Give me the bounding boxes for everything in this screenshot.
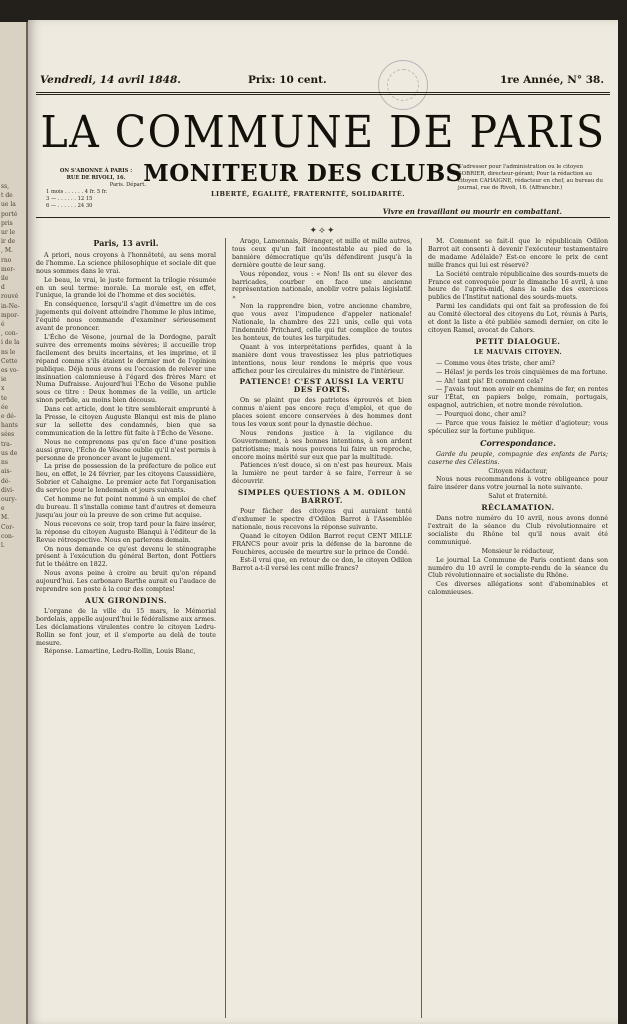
- paragraph: Pour fâcher des citoyens qui auraient tenté d'exhumer le spectre d'Odilon Barrot à l'Assemblée nationale, nous recevons la réponse suivante.: [232, 508, 412, 531]
- paragraph: Ces diverses allégations sont d'abominables et calomnieuses.: [428, 581, 608, 597]
- column-2: [232, 238, 412, 574]
- paragraph: A priori, nous croyons à l'honnêteté, au sens moral de l'homme. La science philosophique et sociale dit que nous sommes dans le vrai.: [36, 251, 216, 275]
- ornament-divider-icon: ✦⟡✦: [309, 226, 337, 236]
- section-subheading: LE MAUVAIS CITOYEN.: [473, 348, 563, 356]
- paragraph: Dans notre numéro du 10 avril, nous avons donné l'extrait de la séance du Club révolutionnaire et socialiste du Rhône tel qu'il nous avait été communiqué.: [428, 515, 608, 546]
- paragraph: Arago, Lamennais, Béranger, et mille et mille autres, tous ceux qu'un fait incontestable au pied de la bannière démocratique qu'ils défendirent jusqu'à la dernière goutte de leur sang.: [232, 238, 412, 269]
- paragraph: L'organe de la ville du 15 mars, le Mémorial bordelais, appelle aujourd'hui le fédéralisme aux armes. Les déclamations virulentes contre le citoyen Ledru-Rollin se font jour, et il s'emporte au delà de toute mesure.: [36, 607, 216, 647]
- newspaper-subtitle: MONITEUR DES CLUBS: [143, 160, 463, 187]
- paragraph: Quand le citoyen Odilon Barrot reçut CENT MILLE FRANCS pour avoir pris la défense de la baronne de Feuchères, accusée de meurtre sur le prince de Condé.: [232, 532, 412, 556]
- column-rule: [421, 238, 422, 1018]
- paragraph: Nous rendons justice à la vigilance du Gouvernement, à ses bonnes intentions, à son ardent patriotisme; mais nous pouvons lui faire un reproche, encore moins mérité sur eux que par la multitude.: [232, 429, 412, 461]
- top-rule: [36, 92, 610, 93]
- paragraph: Nous recevons ce soir, trop tard pour la faire insérer, la réponse du citoyen Auguste Blanqui à l'éditeur de la Revue rétrospective. Nous en parlerons demain.: [36, 520, 216, 544]
- previous-page-fragments: ss, t de ue la porté pris ur le ir de , M. rno mer- ile d rouvé in-Ne- mpor- é , con- i de la ns le Cette es vo- ie x te ée e dé- hants sées tra- us de ns ais- dé- divi- oury- e M. Cor- con- l.: [1, 183, 20, 549]
- section-heading: AUX GIRONDINS.: [85, 595, 167, 605]
- editorial-address: S'adresser pour l'administration ou le citoyen SOBRIER, directeur-gérant; Pour la rédaction au citoyen CAHAIGNE, rédacteur en chef, au bureau du journal, rue de Rivoli, 16. (Affranchir.): [458, 164, 603, 191]
- dialogue-line: — Comme vous êtes triste, cher ami?: [436, 359, 555, 367]
- paragraph: Nous nous recommandons à votre obligeance pour faire insérer dans votre journal la note suivante.: [428, 476, 608, 492]
- paragraph: Cet homme ne fut point nommé à un emploi de chef du bureau. Il s'installa comme tant d'autres et demeura jusqu'au jour où la preuve de son crime fut acquise.: [36, 496, 216, 519]
- paragraph: Quant à vos interprétations perfides, quant à la manière dont vous travestissez les plus patriotiques intentions, nous leur rendons le mépris que vous affichez pour les circulaires du ministre de l'intérieur.: [232, 343, 412, 375]
- subscribe-header: Paris. Départ.: [109, 182, 146, 188]
- library-stamp-icon: [378, 60, 428, 110]
- paragraph: En conséquence, lorsqu'il s'agit d'émettre un de ces jugements qui doivent atteindre l'homme le plus intime, l'équité nous commande d'examiner sérieusement avant de prononcer.: [36, 301, 216, 333]
- top-rule-2: [36, 94, 610, 95]
- article-dateline: Paris, 13 avril.: [93, 238, 159, 248]
- paragraph: On nous demande ce qu'est devenu le sténographe présent à l'exécution du général Berton, dont Pottiers fut le théâtre en 1822.: [36, 545, 216, 569]
- paragraph: Nous avons peine à croire au bruit qu'on répand aujourd'hui. Les carbonaro Barthe aurait eu l'audace de reprendre son poste à la cour des comptes!: [36, 570, 216, 594]
- section-heading: PETIT DIALOGUE.: [475, 336, 561, 346]
- subscription-box: [46, 168, 146, 210]
- paragraph: Vous répondez, vous : « Non! Ils ont su élever des barricades, courber en face une ancienne représentation nationale, anoblir votre palais législatif. »: [232, 270, 412, 302]
- column-3: [428, 238, 608, 598]
- newspaper-slogan: Vivre en travaillant ou mourir en combattant.: [382, 207, 562, 216]
- newspaper-page: [28, 20, 618, 1024]
- paragraph: L'Écho de Vésone, journal de la Dordogne, paraît suivre des errements moins sévères; il accueille trop facilement des bruits incertains, et les imprime, et il répand comme s'ils étaient le dernier mot de l'opinion publique. Déjà nous avons eu l'occasion de relever une insinuation calomnieuse à l'égard des frères Marc et Numa Dufraisse. Aujourd'hui l'Écho de Vésone publie sous ce titre : Deux hommes de la veille, un article sinon perfide, au moins bien décousu.: [36, 333, 216, 405]
- subscribe-rate: 3 — . . . . . . 12 15: [46, 196, 93, 202]
- dialogue-line: — Ah! tant pis! Et comment cela?: [436, 377, 544, 385]
- paragraph: Le journal La Commune de Paris contient dans son numéro du 10 avril le compte-rendu de la séance du Club révolutionnaire et socialiste du Rhône.: [428, 556, 608, 580]
- newspaper-motto: LIBERTÉ, ÉGALITÉ, FRATERNITÉ, SOLIDARITÉ.: [211, 190, 405, 198]
- issue-date: Vendredi, 14 avril 1848.: [40, 74, 181, 86]
- paragraph: Réponse. Lamartine, Ledru-Rollin, Louis Blanc,: [44, 648, 196, 656]
- paragraph: La prise de possession de la préfecture de police eut lieu, en effet, le 24 février, par les citoyens Caussidière, Sobrier et Cahaigne. Le premier acte fut l'organisation du service pour le lendemain et jours suivants.: [36, 463, 216, 495]
- paragraph: Parmi les candidats qui ont fait sa profession de foi au Comité électoral des citoyens du Lot, réunis à Paris, et dont la liste a été publiée samedi dernier, on cite le citoyen Ramel, avocat de Cahors.: [428, 303, 608, 334]
- dateline: [36, 74, 610, 90]
- subscribe-line: ON S'ABONNE À PARIS :: [59, 168, 133, 174]
- subscribe-address: RUE DE RIVOLI, 16.: [66, 175, 126, 181]
- issue-number: 1re Année, N° 38.: [499, 74, 604, 86]
- paragraph: On se plaint que des patriotes éprouvés et bien connus n'aient pas encore reçu d'emploi, et que de places soient encore conservées à des hommes dont tous les vœux sont pour la dynastie déchue.: [232, 397, 412, 428]
- paragraph: Le beau, le vrai, le juste forment la trilogie résumée en un seul terme: morale. La morale est, en effet, l'unique, la grande loi de l'homme et des sociétés.: [36, 276, 216, 300]
- salutation: Citoyen rédacteur,: [488, 467, 548, 475]
- dialogue-line: — Parce que vous faisiez le métier d'agioteur; vous spéculiez sur la fortune publique.: [428, 420, 608, 435]
- subscribe-rate: 6 — . . . . . . 24 30: [46, 203, 93, 209]
- column-1: [36, 238, 216, 657]
- closing: Salut et fraternité.: [488, 493, 548, 501]
- issue-price: Prix: 10 cent.: [248, 74, 327, 86]
- paragraph: Nous ne comprenons pas qu'en face d'une position aussi grave, l'Écho de Vésone oublie qu'il n'est permis à personne de prononcer avant le jugement.: [36, 438, 216, 462]
- dialogue-line: — Pourquoi donc, cher ami?: [436, 411, 526, 419]
- paragraph: Garde du peuple, compagnie des enfants de Paris; caserne des Célestins.: [428, 450, 608, 466]
- section-heading: SIMPLES QUESTIONS A M. ODILON BARROT.: [237, 488, 407, 506]
- dialogue-line: — J'avais tout mon avoir en chemins de fer, en rentes sur l'État, en papiers belge, romain, portugais, espagnol, autrichien, et notre monde révolution.: [428, 386, 608, 410]
- paragraph: Patiences n'est douce, si on n'est pas heureux. Mais la lumière ne peut tarder à se faire, l'erreur à se découvrir.: [232, 462, 412, 486]
- paragraph: Dans cet article, dont le titre semblerait emprunté à la Presse, le citoyen Auguste Blanqui est mis de plano sur la sellette des condamnés, bien que sa communication de la lettre fût faite à l'Écho de Vésone.: [36, 406, 216, 437]
- section-heading: PATIENCE! C'EST AUSSI LA VERTU DES FORTS.: [239, 377, 405, 395]
- section-heading: Correspondance.: [480, 437, 556, 448]
- section-heading: RÉCLAMATION.: [481, 503, 555, 513]
- paragraph: M. Comment se fait-il que le républicain Odilon Barrot ait consenti à devenir l'exécuteur testamentaire de madame Adélaïde? Est-ce encore le prix de cent mille francs qui lui est réservé?: [428, 238, 608, 269]
- paragraph: La Société centrale républicaine des sourds-muets de France est convoquée pour le dimanche 16 avril, à une heure de l'après-midi, dans la salle des exercices publics de l'Institut national des sourds-muets.: [428, 270, 608, 302]
- previous-page-edge: [0, 22, 28, 1024]
- column-rule: [225, 238, 226, 1018]
- paragraph: Est-il vrai que, en retour de ce don, le citoyen Odilon Barrot a-t-il versé les cent mille francs?: [232, 557, 412, 573]
- newspaper-title: LA COMMUNE DE PARIS: [40, 106, 606, 158]
- dialogue-line: — Hélas! je perds les trois cinquièmes de ma fortune.: [436, 368, 608, 376]
- header-bottom-rule: [36, 217, 610, 218]
- paragraph: Non la rapprendre bien, votre ancienne chambre, que vous avez l'impudence d'appeler nationale! Nationale, la chambre des 221 unis, celle qui vota l'indemnité Pritchard, celle qui fut complice de toutes les honteux, de toutes les turpitudes.: [232, 303, 412, 342]
- salutation: Monsieur le rédacteur,: [481, 547, 555, 555]
- subscribe-rate: 1 mois . . . . . . 4 fr. 5 fr.: [46, 189, 108, 195]
